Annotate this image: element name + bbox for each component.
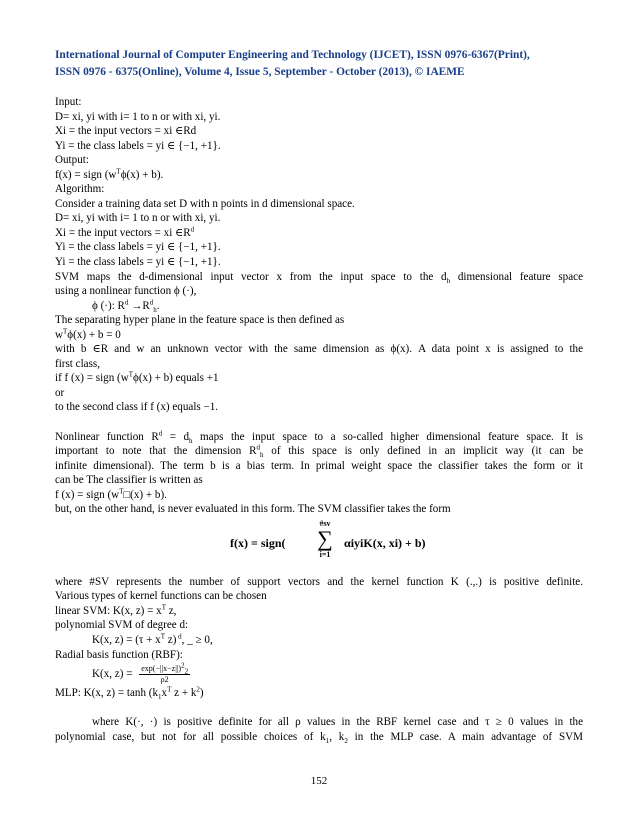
text-line: using a nonlinear function ϕ (·), <box>55 285 197 298</box>
superscript: T <box>128 370 134 379</box>
sigma-icon: ∑ <box>317 525 333 551</box>
text-line <box>55 299 583 314</box>
subscript: h <box>446 276 451 285</box>
text-line: Yi = the class labels = yi ∈ {−1, +1}. <box>55 139 221 152</box>
text-line: where K(·, ·) is positive definite for all ρ values in the RBF kernel case and τ ≥ 0 values in the <box>92 716 583 729</box>
text-line <box>55 444 583 459</box>
text-line: where #SV represents the number of support vectors and the kernel function K (.,.) is positive definite. <box>55 575 583 588</box>
text-span: z, <box>165 604 177 617</box>
subscript: 2 <box>344 736 348 745</box>
text-span: K(x, z) = (τ + x <box>92 634 161 646</box>
superscript: T <box>63 327 68 336</box>
text-span: ϕ(x) + b). <box>120 168 164 181</box>
subscript: 1 <box>325 736 330 745</box>
text-span: of this space is only defined in an implicit way (it can be <box>263 445 583 458</box>
superscript: T <box>116 167 121 176</box>
text-line <box>55 270 583 285</box>
text-span: □(x) + b). <box>123 488 167 501</box>
text-span: MLP: K(x, z) = tanh (k <box>55 687 159 700</box>
text-line: The separating hyper plane in the feature space is then defined as <box>55 314 345 327</box>
text-span: = d <box>162 430 190 443</box>
text-span: K(x, z) = <box>92 668 136 681</box>
text-span: f(x) = sign (w <box>55 168 117 181</box>
svm-classifier-equation <box>55 517 583 575</box>
article-body <box>55 95 583 744</box>
superscript: T <box>167 685 172 694</box>
text-line: or <box>55 386 65 399</box>
text-line <box>55 730 583 745</box>
journal-header-line-1: International Journal of Computer Engineering and Technology (IJCET), ISSN 0976-6367(Print), <box>55 49 530 61</box>
text-line: infinite dimensional). The term b is a bias term. In primal weight space the classifier takes the form or it <box>55 459 583 472</box>
rbf-kernel-formula <box>55 662 583 686</box>
text-span: z + k <box>171 687 197 700</box>
text-span: Nonlinear function R <box>55 430 159 443</box>
text-span: z) <box>165 634 177 646</box>
text-span: linear SVM: K(x, z) = x <box>55 604 162 617</box>
text-line: Yi = the class labels = yi ∈ {−1, +1}. <box>55 256 221 269</box>
text-span: polynomial case, but not for all possible choices of k <box>55 730 326 743</box>
subscript: h <box>153 305 157 314</box>
text-line: Consider a training data set D with n points in d dimensional space. <box>55 197 355 210</box>
fraction <box>139 661 190 685</box>
subscript: h <box>259 451 264 460</box>
text-line <box>55 488 583 503</box>
text-span: if f (x) = sign (w <box>55 372 129 385</box>
fraction-numerator <box>139 661 190 676</box>
text-span: →R <box>128 299 150 312</box>
text-line: with b ∈R and w an unknown vector with the same dimension as ϕ(x). A data point x is assigned to the <box>55 343 583 356</box>
text-span: w <box>55 328 64 341</box>
superscript: d <box>149 297 154 306</box>
text-line <box>55 686 583 701</box>
algorithm-heading: Algorithm: <box>55 183 105 196</box>
text-span: . <box>156 299 160 312</box>
text-span: in the MLP case. A main advantage of SVM <box>347 730 584 743</box>
superscript: 2 <box>181 661 185 670</box>
superscript: d <box>176 632 182 641</box>
journal-header <box>55 47 583 81</box>
summation-symbol <box>310 519 340 559</box>
text-line: can be The classifier is written as <box>55 474 203 487</box>
text-line <box>55 168 583 183</box>
journal-header-line-2: ISSN 0976 - 6375(Online), Volume 4, Issue 5, September - October (2013), © IAEME <box>55 66 465 78</box>
text-line: but, on the other hand, is never evaluated in this form. The SVM classifier takes the form <box>55 503 451 516</box>
paragraph-gap <box>55 701 583 716</box>
text-line <box>55 430 583 445</box>
subscript: h <box>189 436 193 445</box>
text-line: polynomial SVM of degree d: <box>55 619 189 632</box>
equation-rhs: αiyiK(x, xi) + b) <box>344 535 426 550</box>
text-span: , k <box>329 730 345 743</box>
text-line <box>55 633 583 648</box>
text-span: f (x) = sign (w <box>55 488 120 501</box>
superscript: d <box>190 225 195 234</box>
superscript: 2 <box>196 685 200 694</box>
text-line <box>55 371 583 386</box>
text-span: ϕ(x) + b) equals +1 <box>133 372 219 385</box>
text-line <box>55 226 583 241</box>
page-number: 152 <box>310 775 328 787</box>
text-span: SVM maps the d-dimensional input vector x from the input space to the d <box>55 270 447 283</box>
text-line: Various types of kernel functions can be chosen <box>55 590 267 603</box>
text-span: ϕ(x) + b = 0 <box>67 328 121 341</box>
superscript: d <box>158 428 163 437</box>
text-line: D= xi, yi with i= 1 to n or with xi, yi. <box>55 110 221 123</box>
text-span: Xi = the input vectors = xi ∈R <box>55 226 191 239</box>
text-line: to the second class if f (x) equals −1. <box>55 401 219 414</box>
text-span: ϕ (·): R <box>92 299 125 312</box>
summation-upper-limit: #sv <box>319 518 331 528</box>
text-span: dimensional feature space <box>450 270 583 283</box>
input-heading: Input: <box>55 96 82 108</box>
text-line: Xi = the input vectors = xi ∈Rd <box>55 125 197 138</box>
text-span: important to note that the dimension R <box>55 445 257 458</box>
text-span: x <box>161 687 168 700</box>
text-span: ) <box>199 687 204 700</box>
superscript: T <box>119 487 124 496</box>
superscript: T <box>161 603 166 612</box>
fraction-denominator: ρ2 <box>160 675 169 685</box>
output-heading: Output: <box>55 154 89 167</box>
subscript: 2 <box>184 667 189 676</box>
subscript: 1 <box>158 693 162 702</box>
text-line: Radial basis function (RBF): <box>55 648 183 661</box>
superscript: d <box>124 297 129 306</box>
text-line <box>55 328 583 343</box>
text-line: D= xi, yi with i= 1 to n or with xi, yi. <box>55 212 221 225</box>
text-span: exp(−||x−z||) <box>141 664 182 674</box>
text-span: , _ ≥ 0, <box>181 634 213 646</box>
equation-lhs: f(x) = sign( <box>230 535 286 550</box>
text-line <box>55 604 583 619</box>
text-span: maps the input space to a so-called higher dimensional feature space. It is <box>192 430 583 443</box>
summation-lower-limit: i=1 <box>319 549 331 559</box>
superscript: T <box>160 632 166 641</box>
text-line: first class, <box>55 357 100 370</box>
text-line: Yi = the class labels = yi ∈ {−1, +1}. <box>55 241 221 254</box>
paragraph-gap <box>55 415 583 430</box>
superscript: d <box>256 443 260 452</box>
